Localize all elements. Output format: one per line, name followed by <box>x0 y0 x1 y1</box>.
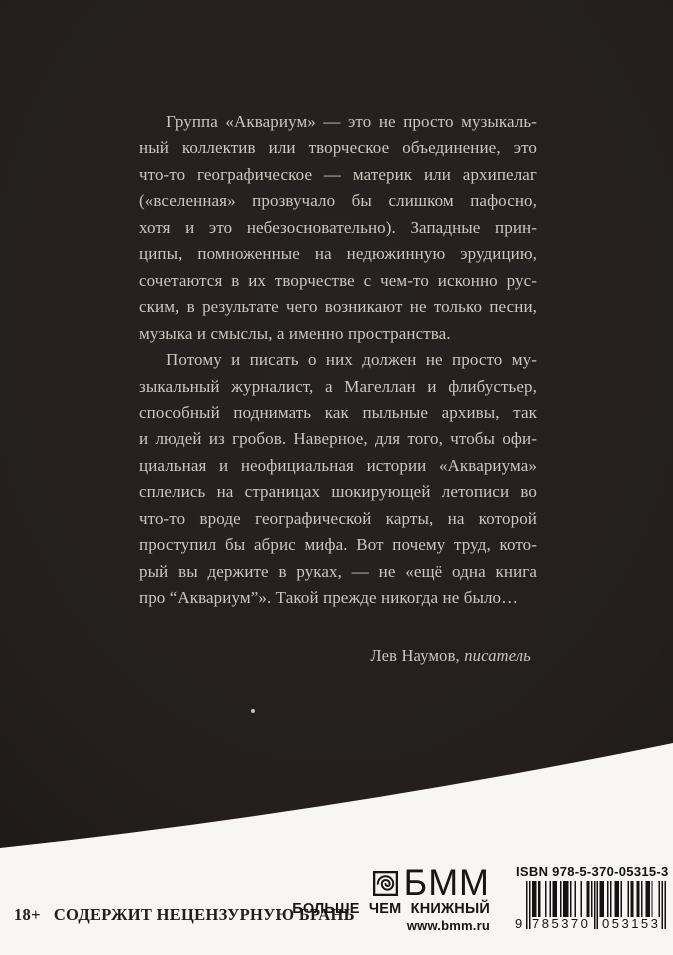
author-name: Лев Наумов, <box>370 646 460 665</box>
cover-text-line: ским, в результате чего возникают не только песни, <box>139 297 537 317</box>
barcode-digits-group1: 785370 <box>532 916 591 931</box>
spiral-logo-icon <box>373 871 398 896</box>
barcode-digits-group2: 053153 <box>602 916 661 931</box>
age-rating-badge: 18+ <box>14 905 41 924</box>
isbn-block <box>516 864 668 933</box>
cover-text-line: сочетаются в их творчестве с чем-то исконно рус- <box>139 270 537 290</box>
cover-annotation-text <box>139 109 537 612</box>
publisher-logo <box>292 862 490 903</box>
cover-text-line: про “Аквариум”». Такой прежде никогда не было… <box>139 588 519 608</box>
print-dot <box>251 709 255 713</box>
publisher-website: www.bmm.ru <box>406 918 490 933</box>
cover-text-line: и людей из гробов. Наверное, для того, чтобы офи- <box>139 429 537 449</box>
cover-text-line: проступил бы абрис мифа. Вот почему труд, кото- <box>139 535 537 555</box>
cover-text-line: сплелись на страницах шокирующей летописи во <box>139 482 537 502</box>
cover-text-line: рый вы держите в руках, — не «ещё одна книга <box>139 561 537 581</box>
cover-text-line: зыкальный журналист, а Магеллан и флибустьер, <box>139 376 537 396</box>
author-role: писатель <box>464 646 531 665</box>
cover-text-line: Группа «Аквариум» — это не просто музыкаль- <box>166 112 537 131</box>
ean13-barcode <box>516 881 668 933</box>
cover-text-line: музыка и смыслы, а именно пространства. <box>139 323 451 343</box>
isbn-label: ISBN 978-5-370-05315-3 <box>516 864 669 879</box>
cover-text-line: хотя и это небезосновательно). Западные прин- <box>139 217 537 237</box>
cover-text-line: что-то географическое — материк или архипелаг <box>139 164 537 184</box>
publisher-name: БММ <box>403 862 490 903</box>
cover-text-line: способный поднимать как пыльные архивы, так <box>139 402 537 422</box>
author-credit <box>139 646 531 666</box>
barcode-digit-lead: 9 <box>515 916 523 931</box>
cover-text-line: («вселенная» прозвучало бы слишком пафосно, <box>139 191 537 211</box>
publisher-block <box>292 862 490 933</box>
cover-text-line: Потому и писать о них должен не просто му- <box>166 350 537 370</box>
cover-text-line: ципы, помноженные на недюжинную эрудицию, <box>139 244 537 264</box>
cover-text-line: что-то вроде географической карты, на которой <box>139 508 537 528</box>
publisher-tagline: БОЛЬШЕ ЧЕМ КНИЖНЫЙ <box>292 901 490 917</box>
cover-text-line: циальная и неофициальная истории «Аквариума» <box>139 455 537 475</box>
content-warning-label: СОДЕРЖИТ НЕЦЕНЗУРНУЮ БРАНЬ <box>53 905 355 924</box>
cover-text-line: ный коллектив или творческое объединение, это <box>139 138 537 158</box>
